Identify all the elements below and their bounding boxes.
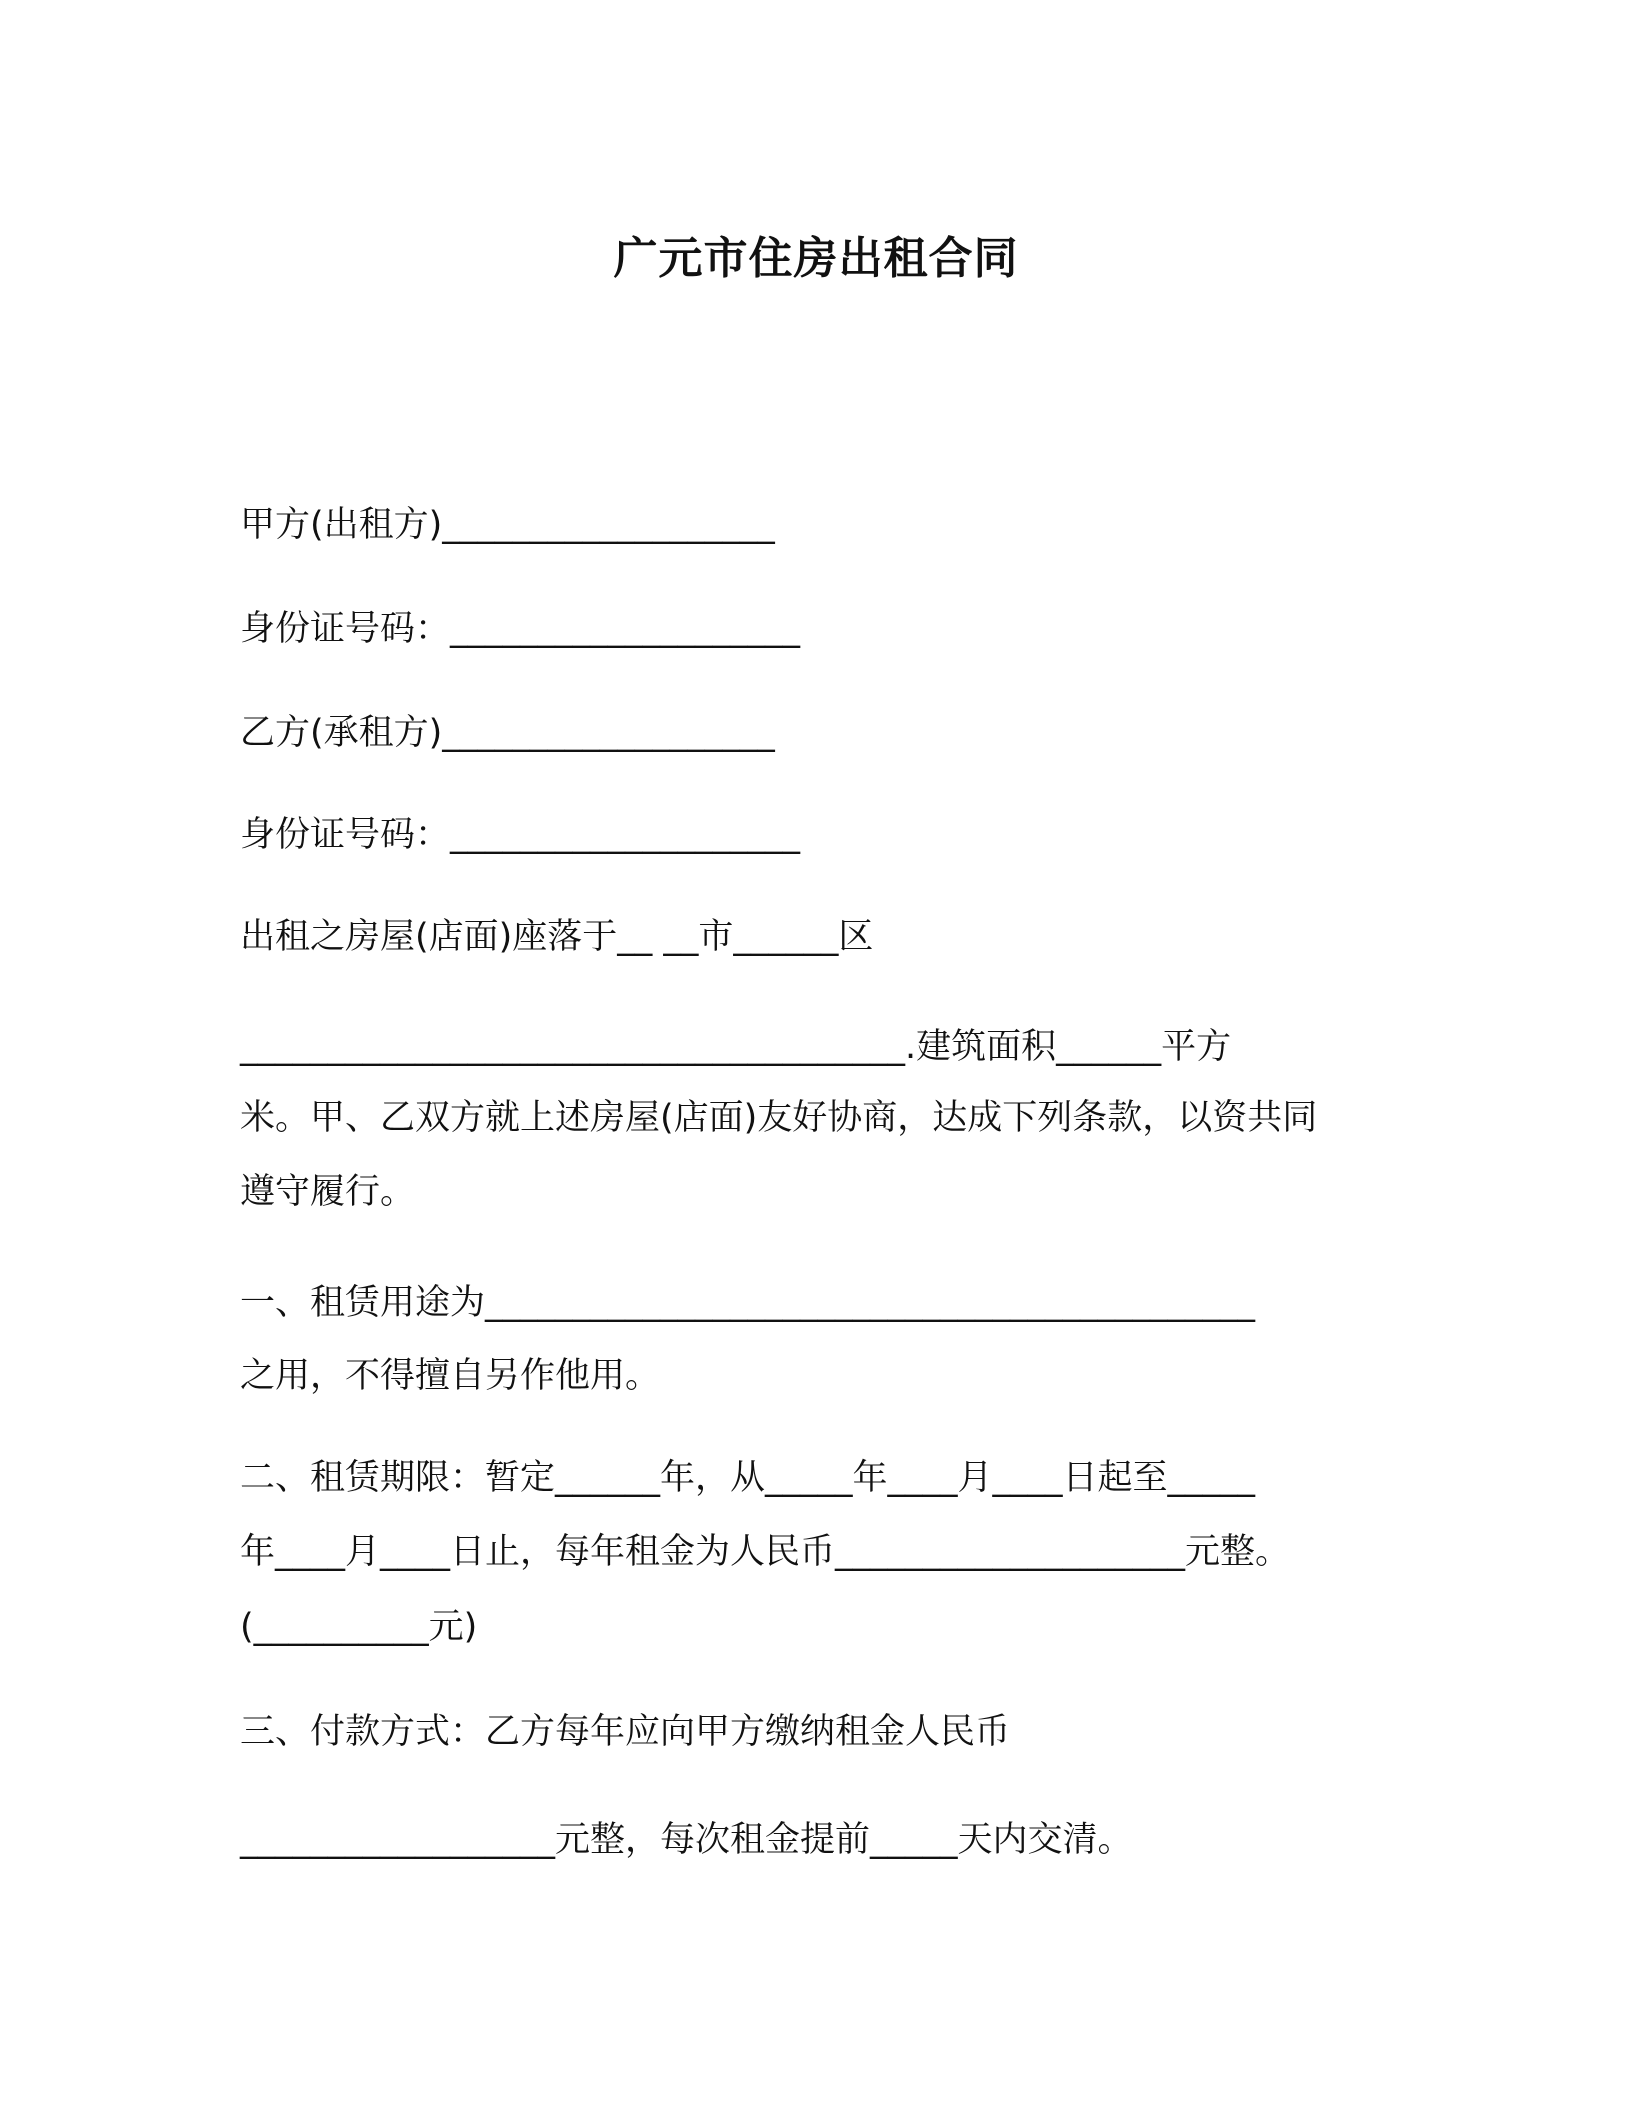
agreement-line: 米。甲、乙双方就上述房屋(店面)友好协商，达成下列条款，以资共同 (240, 1098, 1318, 1138)
agreement-line-end: 遵守履行。 (240, 1172, 416, 1212)
party-b-line: 乙方(承租方)___________________ (240, 713, 775, 753)
clause-2-line-2: 年____月____日止，每年租金为人民币____________________元整。 (240, 1532, 1291, 1572)
clause-3-line: 三、付款方式：乙方每年应向甲方缴纳租金人民币 (240, 1712, 1011, 1752)
party-a-line: 甲方(出租方)___________________ (240, 505, 775, 545)
document-title: 广元市住房出租合同 (613, 233, 1019, 284)
clause-3-line-2: __________________元整，每次租金提前_____天内交清。 (240, 1820, 1133, 1860)
party-b-id-line: 身份证号码：____________________ (240, 815, 801, 855)
party-a-id-line: 身份证号码：____________________ (240, 609, 801, 649)
property-location-line: 出租之房屋(店面)座落于__ __市______区 (240, 917, 874, 957)
clause-1-line-end: 之用，不得擅自另作他用。 (240, 1356, 661, 1396)
clause-1-line: 一、租赁用途为____________________________________________ (240, 1283, 1256, 1323)
property-area-line: ______________________________________.建筑面积______平方 (240, 1027, 1232, 1067)
clause-2-line: 二、租赁期限：暂定______年，从_____年____月____日起至_____ (240, 1458, 1256, 1498)
clause-2-line-3: (__________元) (240, 1607, 478, 1647)
